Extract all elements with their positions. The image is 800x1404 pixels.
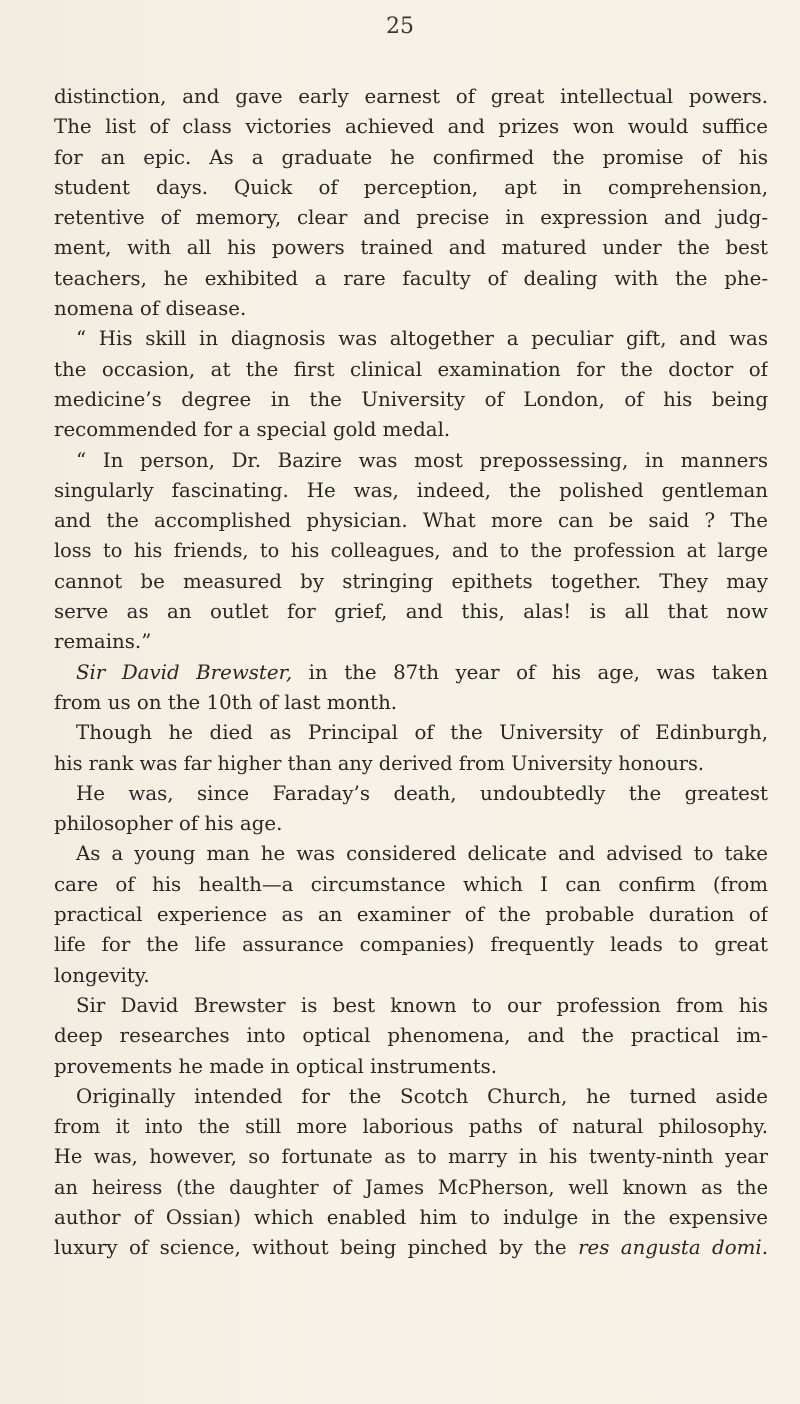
text-line: longevity. <box>54 963 150 987</box>
text-line: “ In person, Dr. Bazire was most prepossessing, in manners <box>76 448 768 472</box>
page-number: 25 <box>386 14 414 39</box>
text-line: He was, however, so fortunate as to marry in his twenty-ninth year <box>54 1145 768 1169</box>
text-line: from it into the still more laborious paths of natural philosophy. <box>54 1115 768 1139</box>
paragraph <box>54 839 768 990</box>
text-line: his rank was far higher than any derived from University honours. <box>54 751 704 775</box>
latin-phrase: res angusta domi. <box>578 1236 768 1260</box>
text-line: author of Ossian) which enabled him to indulge in the expensive <box>54 1205 768 1229</box>
text-line <box>54 1233 768 1263</box>
text-line: life for the life assurance companies) frequently leads to great <box>54 933 768 957</box>
paragraph <box>54 82 768 324</box>
paragraph <box>54 446 768 658</box>
paragraph <box>54 779 768 840</box>
text-line: student days. Quick of perception, apt in comprehension, <box>54 175 768 199</box>
text-line: the occasion, at the first clinical examination for the doctor of <box>54 357 768 381</box>
text-line: distinction, and gave early earnest of great intellectual powers. <box>54 85 768 108</box>
text-line: an heiress (the daughter of James McPherson, well known as the <box>54 1175 768 1199</box>
text-line: nomena of disease. <box>54 297 247 321</box>
paragraph <box>54 324 768 445</box>
text-line: serve as an outlet for grief, and this, alas! is all that now <box>54 600 768 624</box>
paragraph <box>54 658 768 719</box>
text-line: philosopher of his age. <box>54 812 283 836</box>
text-line: As a young man he was considered delicate and advised to take <box>76 842 768 866</box>
text-run: in the 87th year of his age, was taken <box>292 660 768 684</box>
paragraph <box>54 991 768 1082</box>
text-line: remains.” <box>54 630 152 654</box>
paragraph <box>54 1082 768 1264</box>
text-line: and the accomplished physician. What more can be said ? The <box>54 509 768 533</box>
text-line: ment, with all his powers trained and matured under the best <box>54 236 768 260</box>
italic-name: Sir David Brewster, <box>76 660 293 684</box>
text-line: from us on the 10th of last month. <box>54 690 398 714</box>
text-line: loss to his friends, to his colleagues, and to the profession at large <box>54 539 768 563</box>
text-line: medicine’s degree in the University of London, of his being <box>54 387 768 411</box>
text-line: teachers, he exhibited a rare faculty of dealing with the phe- <box>54 266 768 290</box>
text-line: for an epic. As a graduate he confirmed the promise of his <box>54 145 768 169</box>
text-line: deep researches into optical phenomena, and the practical im- <box>54 1024 768 1048</box>
text-line: provements he made in optical instruments. <box>54 1054 498 1078</box>
text-line: care of his health—a circumstance which I can confirm (from <box>54 872 768 896</box>
text-line: He was, since Faraday’s death, undoubtedly the greatest <box>76 781 768 805</box>
body-text <box>54 82 768 1264</box>
text-line: Sir David Brewster is best known to our profession from his <box>76 993 768 1017</box>
text-line: cannot be measured by stringing epithets together. They may <box>54 569 768 593</box>
text-line: “ His skill in diagnosis was altogether a peculiar gift, and was <box>76 327 768 351</box>
text-line: Originally intended for the Scotch Church, he turned aside <box>76 1084 768 1108</box>
text-line: singularly fascinating. He was, indeed, the polished gentleman <box>54 478 768 502</box>
text-line: practical experience as an examiner of the probable duration of <box>54 903 768 927</box>
text-line: recommended for a special gold medal. <box>54 418 451 442</box>
text-line <box>54 658 768 688</box>
text-run: luxury of science, without being pinched by the <box>54 1236 579 1260</box>
paragraph <box>54 718 768 779</box>
text-line: The list of class victories achieved and prizes won would suffice <box>54 115 768 139</box>
text-line: Though he died as Principal of the University of Edinburgh, <box>76 721 768 745</box>
text-line: retentive of memory, clear and precise in expression and judg- <box>54 206 768 230</box>
